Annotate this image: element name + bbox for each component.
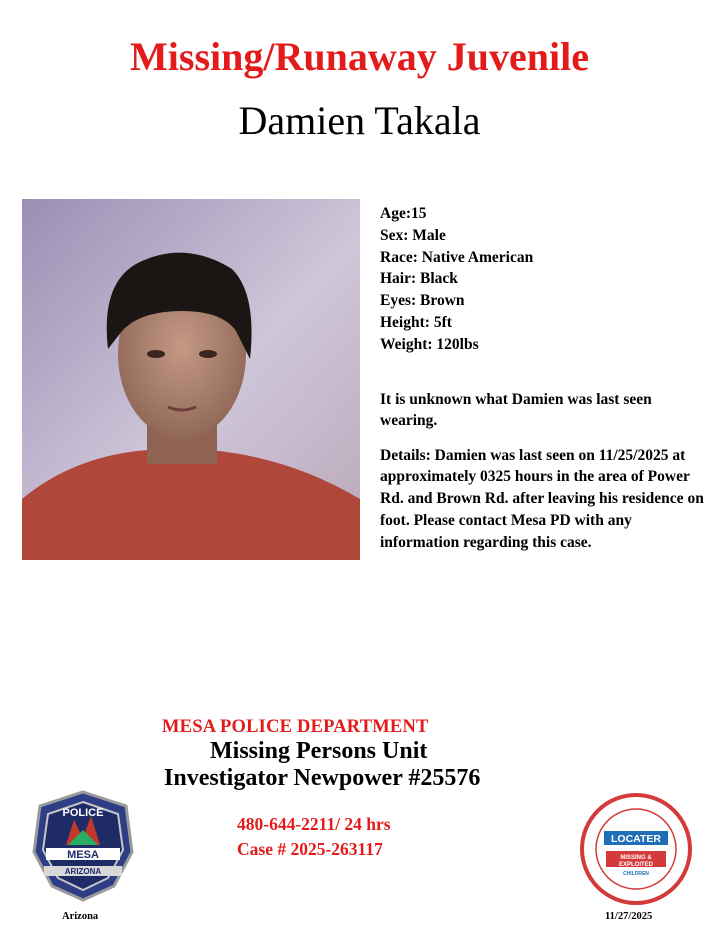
svg-text:POLICE: POLICE: [62, 807, 104, 819]
phone-number: 480-644-2211/ 24 hrs: [237, 814, 391, 834]
physical-description: [380, 203, 710, 356]
unit-name: Missing Persons Unit: [210, 738, 428, 764]
svg-text:EXPLOITED: EXPLOITED: [618, 862, 654, 868]
physical-row: Age:15: [380, 205, 427, 222]
case-number: Case # 2025-263117: [237, 839, 383, 859]
svg-text:ARIZONA: ARIZONA: [64, 867, 102, 876]
person-name: Damien Takala: [238, 98, 481, 143]
svg-text:LOCATER: LOCATER: [611, 833, 661, 845]
clothing-note: It is unknown what Damien was last seen wearing.: [380, 390, 652, 430]
poster-date: 11/27/2025: [605, 911, 653, 922]
locater-seal-icon: [580, 793, 692, 905]
mesa-police-badge-icon: [28, 790, 138, 902]
svg-text:MISSING &: MISSING &: [620, 855, 652, 861]
person-photo: [22, 199, 360, 560]
physical-row: Sex: Male: [380, 226, 446, 244]
department-name: MESA POLICE DEPARTMENT: [162, 717, 429, 737]
investigator-name: Investigator Newpower #25576: [164, 765, 481, 791]
poster-title: Missing/Runaway Juvenile: [130, 34, 589, 79]
badge-caption: Arizona: [62, 911, 99, 922]
svg-text:CHILDREN: CHILDREN: [623, 871, 649, 877]
case-details: Details: Damien was last seen on 11/25/2025 at approximately 0325 hours in the area of Power Rd. and Brown Rd. after leaving his residence on foot. Please contact Mesa PD with any information regarding this case.: [380, 446, 704, 551]
svg-text:MESA: MESA: [67, 849, 99, 861]
physical-row: Height: 5ft: [380, 313, 452, 331]
physical-row: Hair: Black: [380, 270, 458, 288]
physical-row: Eyes: Brown: [380, 292, 465, 310]
physical-row: Weight: 120lbs: [380, 335, 479, 353]
physical-row: Race: Native American: [380, 248, 534, 266]
